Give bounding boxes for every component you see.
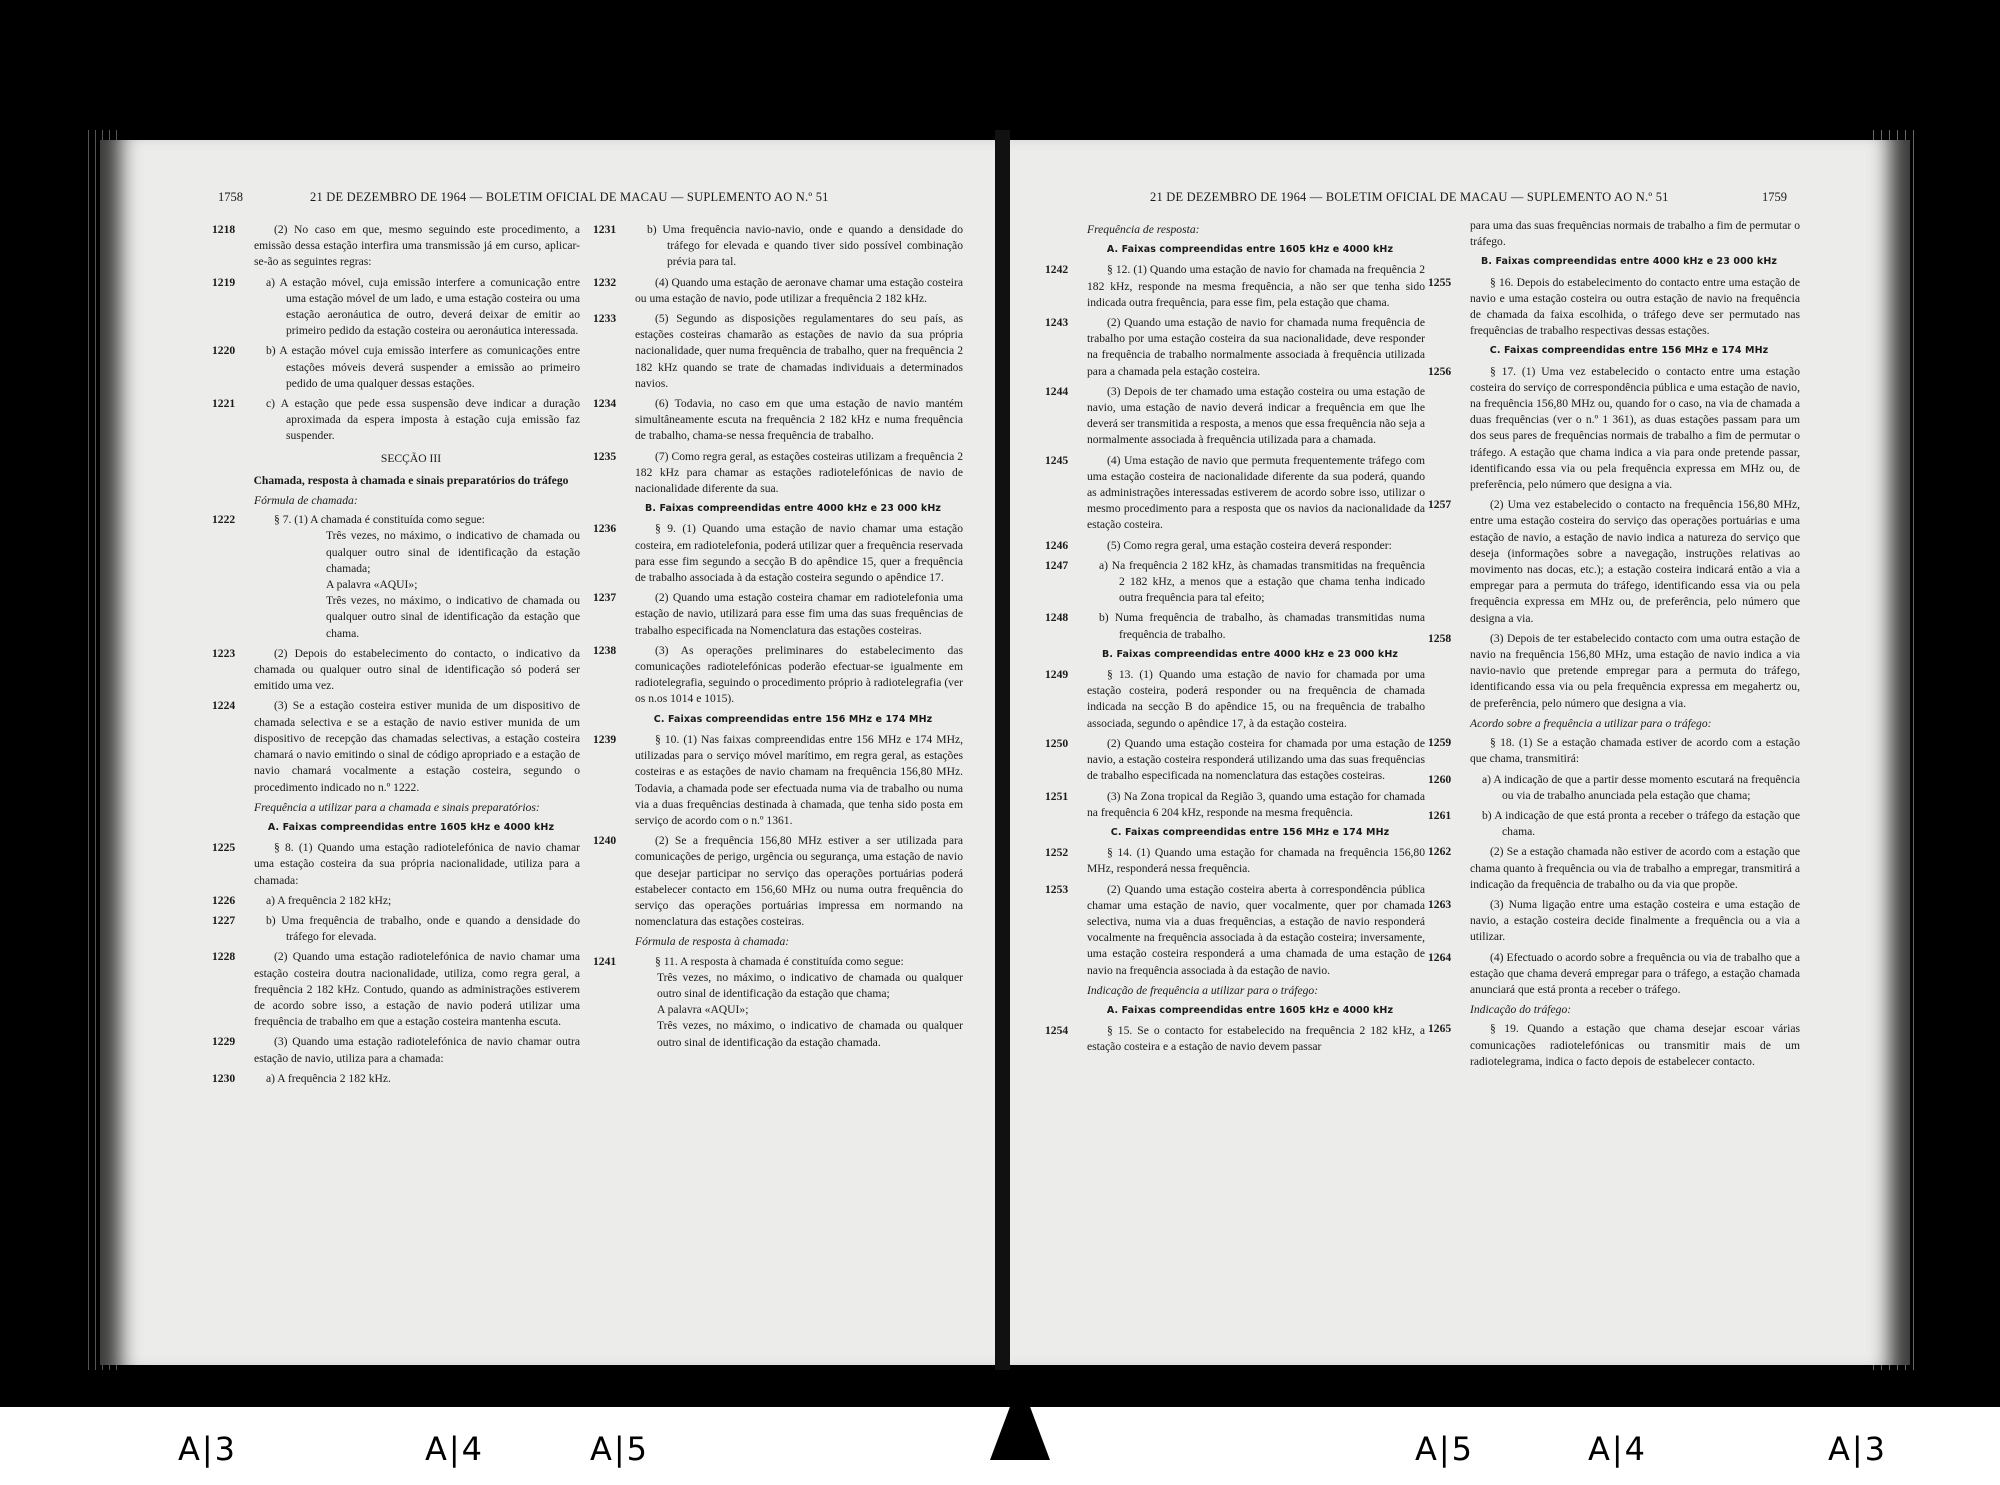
- article-1239: 1239 § 10. (1) Nas faixas compreendidas entre 156 MHz e 174 MHz, utilizadas para o serviço móvel marítimo, em regra geral, as estações costeiras e as estações de navio chamam na frequência 156,80 MHz. Todavia, a chamada pode ser efectuada numa via de trabalho ou numa via a duas frequências destinada à chamada, que tenha sido posta em serviço de acordo com o n.º 1361.: [593, 732, 963, 827]
- article-1223: 1223 (2) Depois do estabelecimento do contacto, o indicativo da chamada ou qualquer outro sinal de identificação só poderá ser emitido uma vez.: [212, 646, 580, 693]
- article-1248: 1248 b) Numa frequência de trabalho, às chamadas transmitidas numa frequência de trabalho.: [1045, 611, 1425, 641]
- subheading: Fórmula de resposta à chamada:: [635, 935, 790, 949]
- article-1236: 1236 § 9. (1) Quando uma estação de navio chamar uma estação costeira, em radiotelefonia, poderá utilizar quer a frequência reservada para esse fim segundo a secção B do apêndice 15, quer a frequência de trabalho associada à da estação costeira segundo o apêndice 17.: [593, 522, 963, 585]
- article-1258: 1258 (3) Depois de ter estabelecido contacto com uma outra estação de navio na frequência 156,80 MHz, uma estação de navio indica a via navio-navio que pretende empregar para a permuta do tráfego, identificando essa via ou pela frequência expressa em megahertz ou, de preferência, pelo número que designa a via.: [1428, 631, 1800, 710]
- article-1247: 1247 a) Na frequência 2 182 kHz, às chamadas transmitidas na frequência 2 182 kHz, a menos que a estação que chama tenha indicado outra frequência para tal efeito;: [1045, 558, 1425, 605]
- article-1238: 1238 (3) As operações preliminares do estabelecimento das comunicações radiotelefónicas poderão efectuar-se igualmente em radiotelegrafia, seguindo o procedimento próprio à radiotelegrafia (ver os n.os 1014 e 1015).: [593, 643, 963, 706]
- article-1220: 1220 b) A estação móvel cuja emissão interfere as comunicações entre estações móveis deverá suspender a emissão ao primeiro pedido de uma qualquer dessas estações.: [212, 344, 580, 390]
- center-wedge: [990, 1380, 1050, 1460]
- subheading: Frequência de resposta:: [1087, 223, 1200, 236]
- band-heading: A. Faixas compreendidas entre 1605 kHz e 4000 kHz: [1106, 1004, 1394, 1016]
- article-1249: 1249 § 13. (1) Quando uma estação de navio for chamada por uma estação costeira, poderá responder ou na frequência de chamada indicada na secção B do apêndice 15, ou na frequência de trabalho associada, segundo o apêndice 17, à da estação costeira.: [1045, 668, 1425, 730]
- article-1245: 1245 (4) Uma estação de navio que permuta frequentemente tráfego com uma estação costeira de nacionalidade diferente da sua poderá, quando as administrações interessadas estiverem de acordo sobre isso, utilizar o mesmo procedimento para a resposta que os navios da nacionalidade da estação costeira.: [1045, 453, 1425, 532]
- left-column-2: [593, 222, 963, 1055]
- formula-line: A palavra «AQUI»;: [326, 578, 418, 592]
- right-page: [1010, 140, 1910, 1365]
- article-1240: 1240 (2) Se a frequência 156,80 MHz estiver a ser utilizada para comunicações de perigo, urgência ou segurança, uma estação de navio que desejar participar no serviço das operações portuárias poderá estabelecer contacto em 156,60 MHz ou numa outra frequência do serviço das operações portuárias impressa em normando na nomenclatura das estações costeiras.: [593, 834, 963, 929]
- right-column-2: [1428, 218, 1800, 1074]
- formula-line: Três vezes, no máximo, o indicativo de chamada ou qualquer outro sinal de identificação da estação que chama.: [326, 594, 580, 640]
- article-1252: 1252 § 14. (1) Quando uma estação for chamada na frequência 156,80 MHz, responderá nessa frequência.: [1045, 846, 1425, 876]
- formula-line: A palavra «AQUI»;: [657, 1003, 749, 1017]
- subheading: Frequência a utilizar para a chamada e sinais preparatórios:: [254, 800, 540, 814]
- article-1264: 1264 (4) Efectuado o acordo sobre a frequência ou via de trabalho que a estação que chama deverá empregar para o tráfego, a estação chamada anunciará que está pronta a receber o tráfego.: [1428, 950, 1800, 996]
- band-heading: B. Faixas compreendidas entre 4000 kHz e 23 000 kHz: [1480, 256, 1778, 268]
- subheading: Acordo sobre a frequência a utilizar para o tráfego:: [1470, 716, 1712, 730]
- article-1235: 1235 (7) Como regra geral, as estações costeiras utilizam a frequência 2 182 kHz para chamar as estações radiotelefónicas de navio de nacionalidade diferente da sua.: [593, 449, 963, 496]
- section-number: SECÇÃO III: [380, 451, 442, 465]
- article-1227: 1227 b) Uma frequência de trabalho, onde e quando a densidade do tráfego for elevada.: [212, 913, 580, 944]
- article-1219: 1219 a) A estação móvel, cuja emissão interfere a comunicação entre uma estação móvel de um lado, e uma estação costeira ou uma estação aeronáutica de outro, deverá deixar de emitir ao primeiro pedido da estação costeira ou aeronáutica interessada.: [212, 275, 580, 338]
- formula-line: Três vezes, no máximo, o indicativo de chamada ou qualquer outro sinal de identificação da estação chamada.: [657, 1019, 963, 1049]
- subheading: Indicação do tráfego:: [1470, 1003, 1572, 1017]
- article-1241: 1241 § 11. A resposta à chamada é constituída como segue: Três vezes, no máximo, o indicativo de chamada ou qualquer outro sinal de identificação da estação que chama; A palavra «AQUI»; Três vezes, no máximo, o indicativo de chamada ou qualquer outro sinal de identificação da estação chamada.: [593, 954, 963, 1051]
- article-1237: 1237 (2) Quando uma estação costeira chamar em radiotelefonia uma estação de navio, utilizará para esse fim uma das suas frequências de trabalho especificada na Nomenclatura das estações costeiras.: [593, 591, 963, 637]
- article-1263: 1263 (3) Numa ligação entre uma estação costeira e uma estação de navio, a estação costeira decide finalmente a frequência ou a via a utilizar.: [1428, 897, 1800, 944]
- article-1231: 1231 b) Uma frequência navio-navio, onde e quando a densidade do tráfego for elevada e quando tiver sido possível combinação prévia para tal.: [593, 223, 963, 269]
- article-1254: 1254 § 15. Se o contacto for estabelecido na frequência 2 182 kHz, a estação costeira e a estação de navio devem passar: [1045, 1024, 1425, 1054]
- article-1243: 1243 (2) Quando uma estação de navio for chamada numa frequência de trabalho por uma estação costeira da sua nacionalidade, deve responder na frequência de trabalho normalmente associada à frequência utilizada para a chamada pela estação costeira.: [1045, 316, 1425, 378]
- page-number: 1759: [1762, 190, 1787, 204]
- film-frame-mark: A|3: [1828, 1430, 1888, 1468]
- subheading: Indicação de frequência a utilizar para o tráfego:: [1087, 983, 1319, 997]
- article-1256: 1256 § 17. (1) Uma vez estabelecido o contacto entre uma estação costeira do serviço de correspondência pública e uma estação de navio, na frequência 156,80 MHz ou, quando for o caso, na via de chamada a duas frequências (ver o n.º 1 361), as duas estações passam para um dos seus pares de frequências normais de trabalho a fim de permutar o tráfego. A estação que chama indica a via para onde pretende passar, identificando essa via ou pela frequência expressa em MHz ou, de preferência, pelo número que designa a via.: [1428, 364, 1800, 492]
- article-1244: 1244 (3) Depois de ter chamado uma estação costeira ou uma estação de navio, uma estação de navio deverá indicar a frequência em que lhe deverá ser transmitida a resposta, a menos que essa frequência não seja a normalmente associada à frequência utilizada para a chamada.: [1045, 384, 1425, 447]
- band-heading: A. Faixas compreendidas entre 1605 kHz e 4000 kHz: [267, 821, 555, 833]
- formula-line: Três vezes, no máximo, o indicativo de chamada ou qualquer outro sinal de identificação da estação que chama;: [657, 970, 963, 1000]
- article-1246: 1246 (5) Como regra geral, uma estação costeira deverá responder:: [1045, 538, 1392, 552]
- article-1257: 1257 (2) Uma vez estabelecido o contacto na frequência 156,80 MHz, entre uma estação costeira do serviço das operações portuárias e uma estação de navio, a estação de navio indica a natureza do serviço que deseja (informações sobre a navegação, instruções relativas ao movimento nas docas, etc.); a estação costeira indicará então a via a empregar para a permuta do tráfego, identificando essa via ou pela frequência expressa em MHz ou, de preferência, pelo número que designa a via.: [1428, 498, 1800, 625]
- right-column-1: [1045, 218, 1425, 1060]
- page-number: 1758: [218, 190, 243, 204]
- subheading: Fórmula de chamada:: [254, 494, 358, 508]
- band-heading: C. Faixas compreendidas entre 156 MHz e 174 MHz: [653, 713, 933, 725]
- film-frame-mark: A|5: [1415, 1430, 1475, 1468]
- article-1224: 1224 (3) Se a estação costeira estiver munida de um dispositivo de chamada selectiva e se a estação de navio estiver munida de um dispositivo de recepção das chamadas selectivas, a estação costeira chamará o navio emitindo o sinal de código apropriado e a estação de navio chamará vocalmente a estação costeira, segundo o procedimento indicado no n.º 1222.: [212, 699, 580, 794]
- article-1253: 1253 (2) Quando uma estação costeira aberta à correspondência pública chamar uma estação de navio, quer vocalmente, quer por chamada selectiva, numa via a duas frequências, a estação de navio responderá vocalmente na frequência associada à da estação costeira; inversamente, uma estação costeira responderá a uma chamada de uma estação de navio na frequência associada à da estação de navio.: [1045, 882, 1425, 977]
- article-1234: 1234 (6) Todavia, no caso em que uma estação de navio mantém simultâneamente escuta na frequência 2 182 kHz e numa frequência de trabalho, chama-se nessa frequência de trabalho.: [593, 397, 963, 443]
- article-1225: 1225 § 8. (1) Quando uma estação radiotelefónica de navio chamar uma estação costeira da sua própria nacionalidade, utiliza para a chamada:: [212, 841, 580, 887]
- film-frame-mark: A|4: [425, 1430, 485, 1468]
- article-1255: 1255 § 16. Depois do estabelecimento do contacto entre uma estação de navio e uma estação costeira ou outra estação de navio na frequência de chamada da faixa escolhida, o tráfego deve ser permutado nas frequências de trabalho respectivas dessas estações.: [1428, 275, 1800, 338]
- article-1228: 1228 (2) Quando uma estação radiotelefónica de navio chamar uma estação costeira doutra nacionalidade, utiliza, como regra geral, a frequência 2 182 kHz. Contudo, quando as administrações estiverem de acordo sobre isso, a estação de navio poderá utilizar uma frequência de trabalho em que a estação costeira mantenha escuta.: [212, 950, 580, 1029]
- article-1222: 1222 § 7. (1) A chamada é constituída como segue: Três vezes, no máximo, o indicativo de chamada ou qualquer outro sinal de identificação da estação chamada; A palavra «AQUI»; Três vezes, no máximo, o indicativo de chamada ou qualquer outro sinal de identificação da estação que chama.: [212, 512, 580, 642]
- band-heading: B. Faixas compreendidas entre 4000 kHz e 23 000 kHz: [1101, 648, 1399, 660]
- article-1229: 1229 (3) Quando uma estação radiotelefónica de navio chamar outra estação de navio, utiliza para a chamada:: [212, 1035, 580, 1065]
- continued-text: para uma das suas frequências normais de trabalho a fim de permutar o tráfego.: [1470, 219, 1800, 249]
- article-1260: 1260 a) A indicação de que a partir desse momento escutará na frequência ou via de trabalho anunciada pela estação que chama;: [1428, 772, 1800, 802]
- article-1251: 1251 (3) Na Zona tropical da Região 3, quando uma estação for chamada na frequência 6 204 kHz, responde na mesma frequência.: [1045, 789, 1425, 819]
- page-header: 21 DE DEZEMBRO DE 1964 — BOLETIM OFICIAL DE MACAU — SUPLEMENTO AO N.º 51: [310, 190, 829, 204]
- film-frame-mark: A|4: [1588, 1430, 1648, 1468]
- article-1265: 1265 § 19. Quando a estação que chama desejar escoar várias comunicações radiotelefónicas ou transmitir mais de um radiotelegrama, indica o facto depois de estabelecer contacto.: [1428, 1022, 1800, 1068]
- page-header: 21 DE DEZEMBRO DE 1964 — BOLETIM OFICIAL DE MACAU — SUPLEMENTO AO N.º 51: [1150, 190, 1669, 204]
- article-1221: 1221 c) A estação que pede essa suspensão deve indicar a duração aproximada da espera imposta à estação cuja emissão faz suspender.: [212, 397, 580, 443]
- article-1218: 1218 (2) No caso em que, mesmo seguindo este procedimento, a emissão dessa estação interfira uma transmissão já em curso, aplicar-se-ão as seguintes regras:: [212, 223, 580, 269]
- formula-line: Três vezes, no máximo, o indicativo de chamada ou qualquer outro sinal de identificação da estação chamada;: [326, 529, 580, 575]
- article-1262: 1262 (2) Se a estação chamada não estiver de acordo com a estação que chama quanto à frequência ou via de trabalho a empregar, transmitirá a indicação da frequência de trabalho ou da via que propõe.: [1428, 845, 1800, 891]
- article-1226: 1226 a) A frequência 2 182 kHz;: [212, 893, 392, 907]
- article-1261: 1261 b) A indicação de que está pronta a receber o tráfego da estação que chama.: [1428, 808, 1800, 839]
- article-1242: 1242 § 12. (1) Quando uma estação de navio for chamada na frequência 2 182 kHz, responde na mesma frequência, a não ser que tenha sido indicada outra frequência, para esse fim, pela estação que chama.: [1045, 263, 1425, 309]
- film-frame-mark: A|5: [590, 1430, 650, 1468]
- article-1233: 1233 (5) Segundo as disposições regulamentares do seu país, as estações costeiras chamarão as estações de navio da sua própria nacionalidade, quer numa frequência de trabalho, quer na frequência 2 182 kHz quando se trate de chamadas individuais a determinados navios.: [593, 312, 963, 390]
- section-title: Chamada, resposta à chamada e sinais preparatórios do tráfego: [253, 473, 569, 487]
- band-heading: C. Faixas compreendidas entre 156 MHz e 174 MHz: [1110, 826, 1390, 838]
- article-1250: 1250 (2) Quando uma estação costeira for chamada por uma estação de navio, a estação costeira responderá utilizando uma das suas frequências de trabalho especificada na nomenclatura das estações costeiras.: [1045, 736, 1425, 783]
- left-column-1: [212, 222, 580, 1091]
- book-gutter: [995, 130, 1010, 1370]
- article-1230: 1230 a) A frequência 2 182 kHz.: [212, 1071, 391, 1085]
- band-heading: A. Faixas compreendidas entre 1605 kHz e 4000 kHz: [1106, 244, 1394, 256]
- left-page: [100, 140, 995, 1365]
- article-1259: 1259 § 18. (1) Se a estação chamada estiver de acordo com a estação que chama, transmitirá:: [1428, 736, 1800, 766]
- band-heading: C. Faixas compreendidas entre 156 MHz e 174 MHz: [1489, 345, 1769, 357]
- article-1232: 1232 (4) Quando uma estação de aeronave chamar uma estação costeira ou uma estação de navio, pode utilizar a frequência 2 182 kHz.: [593, 275, 963, 305]
- band-heading: B. Faixas compreendidas entre 4000 kHz e 23 000 kHz: [644, 503, 942, 515]
- film-frame-mark: A|3: [178, 1430, 238, 1468]
